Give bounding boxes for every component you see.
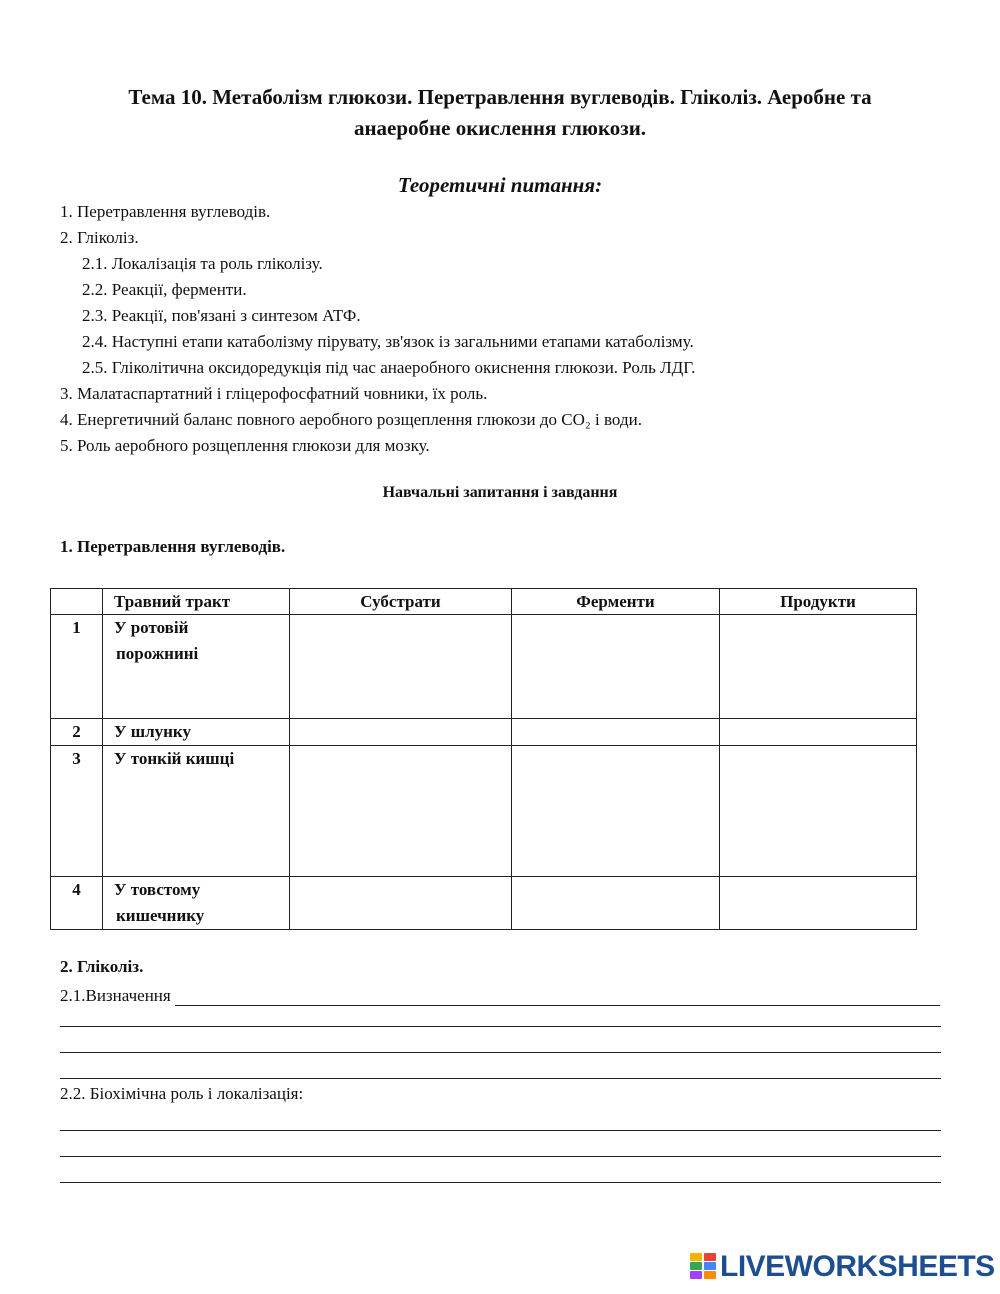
enzymes-answer-cell[interactable] (512, 615, 720, 719)
logo-block (704, 1253, 716, 1261)
substrates-answer-cell[interactable] (290, 877, 512, 930)
theory-item: 4. Енергетичний баланс повного аеробного розщеплення глюкози до СО₂ і води. (60, 410, 642, 429)
substrates-answer-cell[interactable] (290, 719, 512, 746)
enzymes-answer-cell[interactable] (512, 746, 720, 877)
liveworksheets-brand (690, 1250, 995, 1284)
title-line-2: анаеробне окислення глюкози. (353, 116, 647, 140)
organ-line-1: У шлунку (114, 722, 191, 741)
row-number: 4 (51, 877, 103, 930)
definition-row (60, 984, 940, 1006)
theory-item: 2. Гліколіз. (60, 228, 139, 247)
definition-answer-line[interactable] (60, 1026, 941, 1027)
theory-item: 2.3. Реакції, пов'язані з синтезом АТФ. (82, 306, 361, 325)
table-row (51, 615, 917, 719)
definition-answer-line[interactable] (60, 1078, 941, 1079)
theory-item: 1. Перетравлення вуглеводів. (60, 202, 271, 221)
header-num (51, 589, 103, 615)
organ-cell (103, 719, 290, 746)
section-heading: Навчальні запитання і завдання (382, 484, 618, 501)
logo-block (690, 1271, 702, 1279)
header-tract: Травний тракт (103, 589, 290, 615)
role-answer-line[interactable] (60, 1130, 941, 1131)
organ-cell (103, 615, 290, 719)
logo-block (704, 1271, 716, 1279)
organ-line-2: порожнині (116, 644, 199, 663)
table-row (51, 877, 917, 930)
table-row (51, 719, 917, 746)
logo-block (690, 1262, 702, 1270)
title-line-1: Тема 10. Метаболізм глюкози. Перетравлення вуглеводів. Гліколіз. Аеробне та (128, 85, 872, 109)
brand-name: LIVEWORKSHEETS (720, 1250, 995, 1283)
theory-item: 2.4. Наступні етапи катаболізму пірувату, зв'язок із загальними етапами катаболізму. (82, 332, 694, 351)
organ-line-1: У ротовій (114, 618, 189, 637)
table-header-row (51, 589, 917, 615)
worksheet-title (60, 82, 940, 144)
liveworksheets-logo-icon (690, 1253, 716, 1281)
table-row (51, 746, 917, 877)
theory-item: 2.2. Реакції, ферменти. (82, 280, 247, 299)
definition-label: 2.1.Визначення (60, 986, 171, 1005)
theory-heading: Теоретичні питання: (397, 173, 603, 197)
logo-block (690, 1253, 702, 1261)
theory-item: 2.1. Локалізація та роль гліколізу. (82, 254, 323, 273)
row-number: 2 (51, 719, 103, 746)
task-1-title: 1. Перетравлення вуглеводів. (60, 537, 286, 556)
header-substrates: Субстрати (290, 589, 512, 615)
substrates-answer-cell[interactable] (290, 746, 512, 877)
products-answer-cell[interactable] (720, 746, 917, 877)
role-answer-line[interactable] (60, 1182, 941, 1183)
header-products: Продукти (720, 589, 917, 615)
substrates-answer-cell[interactable] (290, 615, 512, 719)
header-enzymes: Ферменти (512, 589, 720, 615)
organ-line-1: У товстому (114, 880, 201, 899)
products-answer-cell[interactable] (720, 615, 917, 719)
organ-cell (103, 746, 290, 877)
organ-line-1: У тонкій кишці (114, 749, 235, 768)
row-number: 3 (51, 746, 103, 877)
products-answer-cell[interactable] (720, 877, 917, 930)
enzymes-answer-cell[interactable] (512, 877, 720, 930)
enzymes-answer-cell[interactable] (512, 719, 720, 746)
row-number: 1 (51, 615, 103, 719)
logo-block (704, 1262, 716, 1270)
digestion-table (50, 588, 917, 930)
theory-item: 5. Роль аеробного розщеплення глюкози для мозку. (60, 436, 430, 455)
role-answer-line[interactable] (60, 1156, 941, 1157)
products-answer-cell[interactable] (720, 719, 917, 746)
theory-item: 3. Малатаспартатний і гліцерофосфатний човники, їх роль. (60, 384, 488, 403)
organ-line-2: кишечнику (116, 906, 205, 925)
task-2-title: 2. Гліколіз. (60, 957, 144, 976)
definition-answer-line[interactable] (60, 1052, 941, 1053)
theory-item: 2.5. Гліколітична оксидоредукція під час анаеробного окиснення глюкози. Роль ЛДГ. (82, 358, 696, 377)
role-localization-label: 2.2. Біохімічна роль і локалізація: (60, 1084, 304, 1103)
theory-question-list (60, 199, 960, 459)
definition-answer-line[interactable] (175, 988, 940, 1006)
organ-cell (103, 877, 290, 930)
